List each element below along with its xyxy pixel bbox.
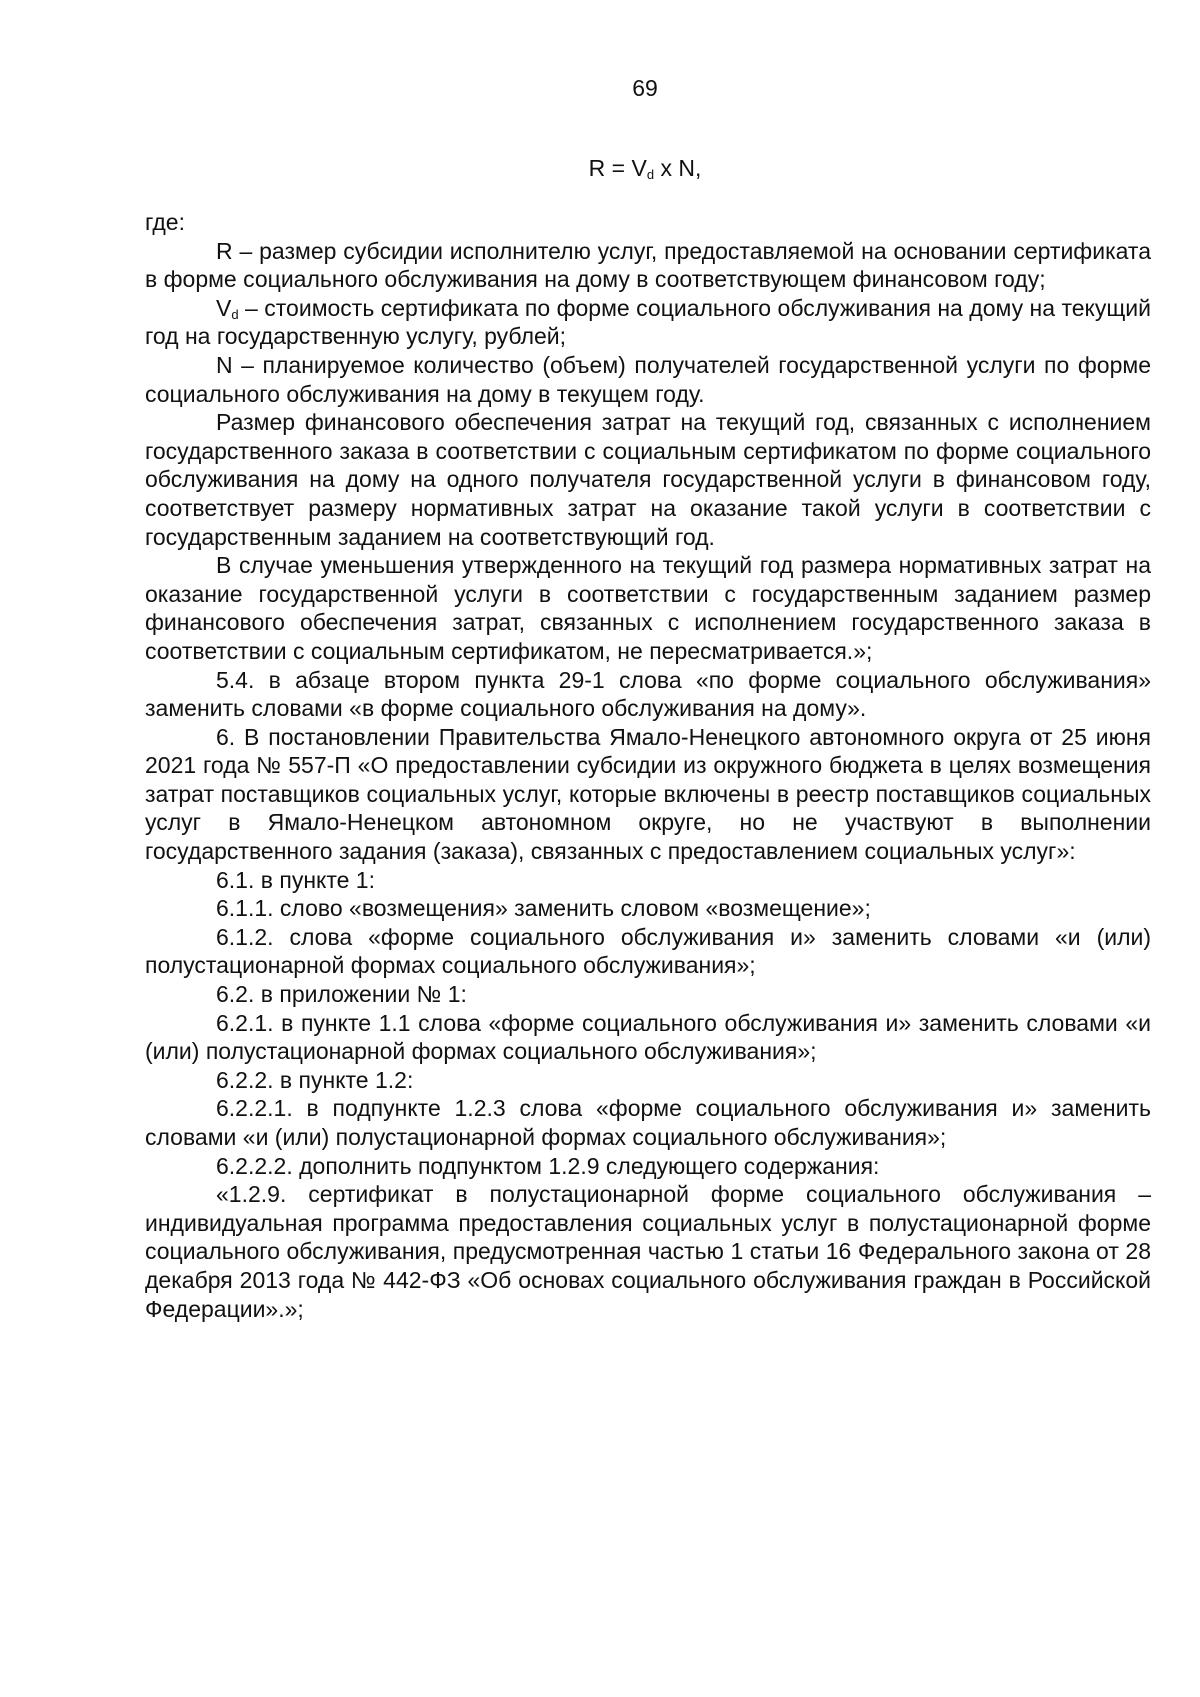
paragraph: 6.2.2.2. дополнить подпунктом 1.2.9 следующего содержания: [216, 1152, 880, 1179]
vd-text: – стоимость сертификата по форме социального обслуживания на дому на текущий год на государственную услугу, рублей; [145, 294, 1151, 350]
paragraph: 6.2.2.1. в подпункте 1.2.3 слова «форме социального обслуживания и» заменить словами «и (или) полустационарной формах социального обслуживания»; [145, 1095, 1151, 1150]
paragraph-vd-definition [145, 294, 1151, 351]
paragraph: 5.4. в абзаце втором пункта 29-1 слова «по форме социального обслуживания» заменить словами «в форме социального обслуживания на дому». [145, 666, 1151, 722]
paragraph: 6.1.2. слова «форме социального обслуживания и» заменить словами «и (или) полустационарной формах социального обслуживания»; [145, 923, 1151, 979]
formula-lhs: R = V [588, 155, 647, 181]
formula-rhs: x N, [654, 155, 702, 181]
paragraph: «1.2.9. сертификат в полустационарной форме социального обслуживания – индивидуальная программа предоставления социальных услуг в полустационарной форме социального обслуживания, предусмотренная частью 1 статьи 16 Федерального закона от 28 декабря 2013 года № 442-ФЗ «Об основах социального обслуживания граждан в Российской Федерации».»; [145, 1181, 1151, 1322]
paragraph: 6.2.2. в пункте 1.2: [216, 1066, 414, 1093]
paragraph: 6.2.1. в пункте 1.1 слова «форме социального обслуживания и» заменить словами «и (или) полустационарной формах социального обслуживания»; [145, 1009, 1151, 1065]
page-number: 69 [632, 75, 658, 101]
vd-subscript: d [231, 306, 239, 322]
paragraph: 6. В постановлении Правительства Ямало-Ненецкого автономного округа от 25 июня 2021 года № 557-П «О предоставлении субсидии из окружного бюджета в целях возмещения затрат поставщиков социальных услуг, которые включены в реестр поставщиков социальных услуг в Ямало-Ненецком автономном округе, но не участвуют в выполнении государственного задания (заказа), связанных с предоставлением социальных услуг»: [145, 723, 1151, 865]
formula [0, 154, 1200, 182]
document-body [145, 208, 1151, 1323]
paragraph-where: где: [145, 209, 185, 235]
paragraph-r-definition: R – размер субсидии исполнителю услуг, предоставляемой на основании сертификата в форме социального обслуживания на дому в соответствующем финансовом году; [145, 237, 1151, 293]
formula-subscript: d [646, 167, 655, 182]
paragraph: 6.1.1. слово «возмещения» заменить словом «возмещение»; [216, 895, 871, 922]
paragraph-n-definition: N – планируемое количество (объем) получателей государственной услуги по форме социального обслуживания на дому в текущем году. [145, 351, 1151, 407]
paragraph: 6.1. в пункте 1: [216, 866, 375, 893]
paragraph: Размер финансового обеспечения затрат на текущий год, связанных с исполнением государственного заказа в соответствии с социальным сертификатом по форме социального обслуживания на дому на одного получателя государственной услуги в финансовом году, соответствует размеру нормативных затрат на оказание такой услуги в соответствии с государственным заданием на соответствующий год. [145, 409, 1151, 550]
paragraph: В случае уменьшения утвержденного на текущий год размера нормативных затрат на оказание государственной услуги в соответствии с государственным заданием размер финансового обеспечения затрат, связанных с исполнением государственного заказа в соответствии с социальным сертификатом, не пересматривается.»; [145, 552, 1151, 664]
vd-symbol: V [216, 294, 232, 321]
paragraph: 6.2. в приложении № 1: [216, 981, 467, 1008]
